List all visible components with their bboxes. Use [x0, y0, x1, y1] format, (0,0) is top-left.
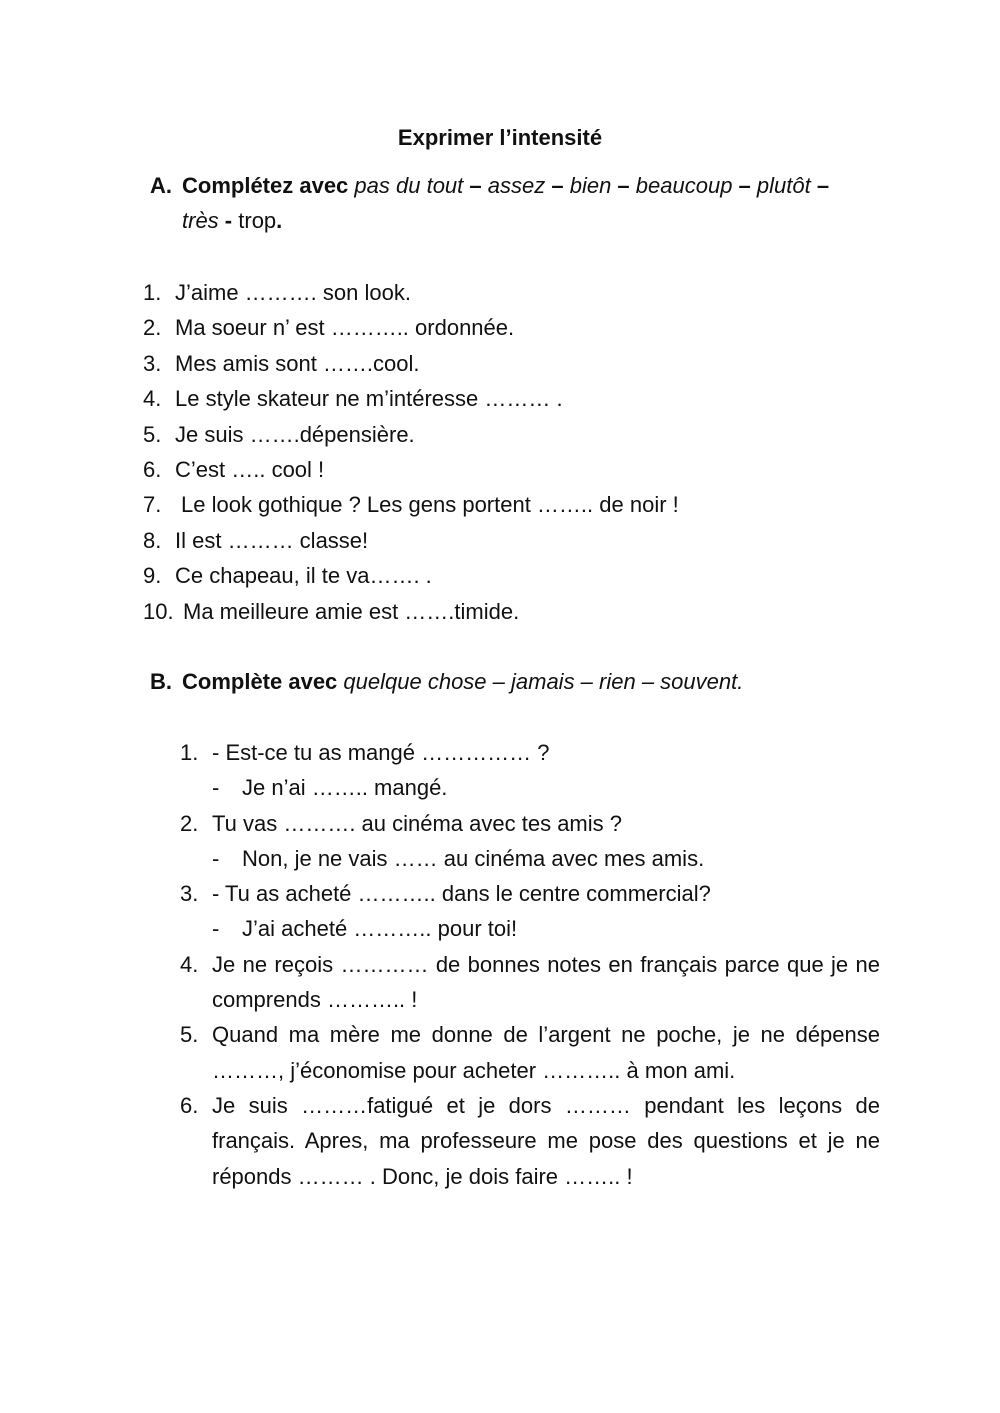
- item-number: 7.: [143, 492, 162, 518]
- item-number: 3.: [180, 881, 199, 907]
- section-a-instruction: [182, 168, 890, 238]
- item-number: 10.: [143, 598, 174, 624]
- item-number: 6.: [180, 1092, 199, 1118]
- list-item: [143, 381, 883, 416]
- item-number: 1.: [180, 740, 199, 765]
- list-item: [143, 417, 883, 452]
- section-a-instruction-verb: Complétez avec: [182, 173, 349, 198]
- list-item: [143, 558, 883, 593]
- item-number: 8.: [143, 527, 162, 553]
- item-number: 9.: [143, 563, 162, 589]
- dash: -: [212, 916, 220, 942]
- word-options: quelque chose – jamais – rien – souvent.: [343, 669, 744, 694]
- item-answer-text: Je n’ai …….. mangé.: [242, 775, 448, 801]
- item-text: Ma soeur n’ est ……….. ordonnée.: [175, 315, 515, 341]
- item-text: Ce chapeau, il te va……. .: [175, 563, 432, 589]
- section-b-letter: B.: [150, 669, 172, 694]
- word-option: assez: [487, 173, 546, 198]
- list-item: [180, 1088, 880, 1194]
- list-item: [180, 1017, 880, 1088]
- item-text: Quand ma mère me donne de l’argent ne poche, je ne dépense ………, j’économise pour acheter ……….. à mon ami.: [212, 1022, 880, 1083]
- list-item: [143, 310, 883, 345]
- word-option: pas du tout: [354, 173, 464, 198]
- item-text: Je suis …….dépensière.: [175, 421, 415, 447]
- list-item: [143, 275, 883, 310]
- period: .: [276, 208, 283, 233]
- list-item: [143, 346, 883, 381]
- separator: –: [545, 173, 570, 198]
- item-text: - Tu as acheté ……….. dans le centre commercial?: [212, 881, 711, 907]
- item-answer-text: J’ai acheté ……….. pour toi!: [242, 916, 518, 942]
- item-number: 3.: [143, 350, 162, 376]
- section-a-list: [143, 275, 883, 629]
- item-text: J’aime ………. son look.: [175, 280, 411, 305]
- separator: –: [810, 173, 830, 198]
- word-option: trop: [238, 208, 277, 233]
- item-number: 1.: [143, 280, 162, 305]
- section-a-heading: [150, 168, 890, 238]
- item-number: 6.: [143, 456, 162, 482]
- item-answer-line: [212, 770, 880, 805]
- section-b-heading: [150, 664, 890, 699]
- word-option: beaucoup: [635, 173, 733, 198]
- separator: –: [463, 173, 488, 198]
- list-item: [180, 735, 880, 806]
- item-number: 5.: [180, 1022, 199, 1048]
- item-answer-text: Non, je ne vais …… au cinéma avec mes amis.: [242, 845, 705, 871]
- list-item: [180, 947, 880, 1018]
- list-item: [143, 452, 883, 487]
- section-b-list: [180, 735, 880, 1194]
- item-text: Le style skateur ne m’intéresse ……… .: [175, 386, 563, 412]
- dash: -: [212, 845, 220, 871]
- separator: –: [611, 173, 636, 198]
- item-number: 4.: [180, 951, 199, 977]
- item-number: 5.: [143, 421, 162, 447]
- item-answer-line: [212, 841, 880, 876]
- section-b-instruction: [182, 664, 890, 699]
- item-text: Je ne reçois ………… de bonnes notes en français parce que je ne comprends ……….. !: [212, 951, 880, 1013]
- list-item: [180, 876, 880, 947]
- item-number: 2.: [180, 810, 199, 836]
- item-text: - Est-ce tu as mangé …………… ?: [212, 740, 550, 765]
- section-a-letter: A.: [150, 173, 172, 198]
- section-b-instruction-verb: Complète avec: [182, 669, 338, 694]
- word-option: bien: [569, 173, 612, 198]
- list-item: [143, 487, 883, 522]
- word-option: très: [182, 208, 219, 233]
- item-text: Ma meilleure amie est …….timide.: [183, 598, 520, 624]
- dash: -: [212, 775, 220, 801]
- item-text: Tu vas ………. au cinéma avec tes amis ?: [212, 810, 622, 836]
- item-number: 4.: [143, 386, 162, 412]
- page-title: Exprimer l’intensité: [397, 125, 603, 150]
- item-text: Le look gothique ? Les gens portent …….. de noir !: [181, 492, 679, 518]
- item-answer-line: [212, 911, 880, 946]
- list-item: [143, 594, 883, 629]
- item-text: Je suis ………fatigué et je dors ……… pendant les leçons de français. Apres, ma professeure me pose des questions et je ne réponds ……… . Donc, je dois faire …….. !: [212, 1092, 880, 1189]
- item-number: 2.: [143, 315, 162, 341]
- separator: –: [732, 173, 757, 198]
- list-item: [180, 806, 880, 877]
- list-item: [143, 523, 883, 558]
- item-text: Mes amis sont …….cool.: [175, 350, 420, 376]
- separator: -: [218, 208, 239, 233]
- item-text: Il est ……… classe!: [175, 527, 369, 553]
- item-text: C’est ….. cool !: [175, 456, 325, 482]
- word-option: plutôt: [756, 173, 811, 198]
